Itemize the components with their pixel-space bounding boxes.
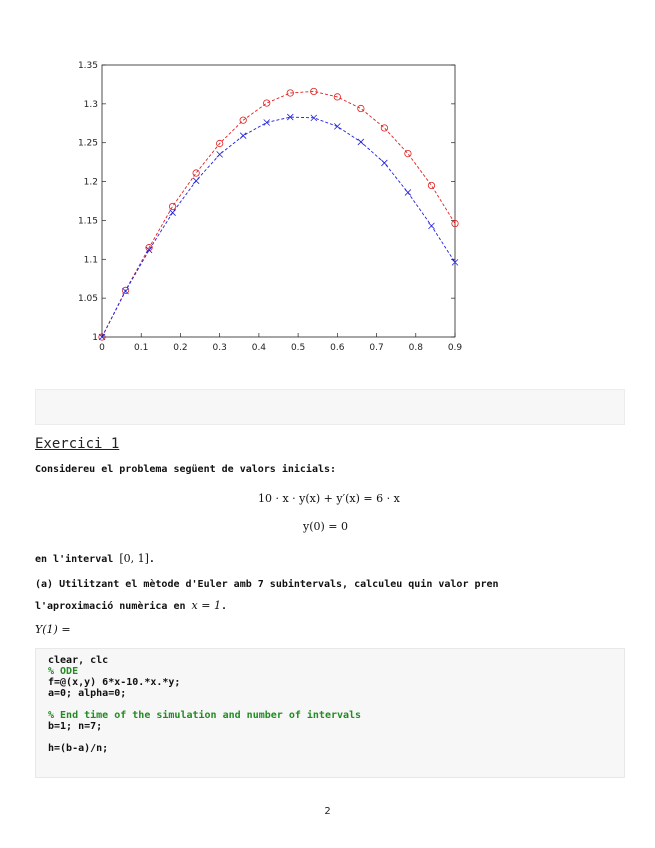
interval-line <box>35 552 155 565</box>
code-line: a=0; alpha=0; <box>48 688 127 699</box>
part-a-text: l'aproximació numèrica en <box>35 601 186 612</box>
x-tick-label: 0.1 <box>134 343 149 353</box>
y-tick-label: 1.2 <box>83 177 98 188</box>
x-tick-label: 0.3 <box>212 343 227 353</box>
output-cell <box>35 389 625 425</box>
interval-prefix: en l'interval <box>35 554 114 565</box>
part-a-end: . <box>220 601 227 612</box>
x-tick-label: 0 <box>99 343 105 353</box>
x-tick-label: 0.5 <box>290 343 306 353</box>
x-tick-label: 0.7 <box>369 343 384 353</box>
code-line: b=1; n=7; <box>48 721 103 732</box>
y-tick-label: 1.15 <box>77 216 98 227</box>
x-tick-label: 0.8 <box>408 343 423 353</box>
code-line <box>48 732 612 743</box>
code-line: % End time of the simulation and number of intervals <box>48 710 362 721</box>
y-tick-label: 1.05 <box>77 294 98 305</box>
interval-math: [0, 1] <box>119 552 149 565</box>
y-tick-label: 1.25 <box>77 138 98 149</box>
plot-axes-box <box>102 65 455 337</box>
y-tick-label: 1 <box>92 333 98 343</box>
code-line: % ODE <box>48 666 79 677</box>
code-line: clear, clc <box>48 655 109 666</box>
answer-label: Y(1) = <box>35 623 71 636</box>
part-a-line1: (a) Utilitzant el mètode d'Euler amb 7 subintervals, calculeu quin valor pren <box>35 579 499 590</box>
part-a-line2 <box>35 599 227 612</box>
line-chart <box>60 55 470 365</box>
equation-ode: 10 · x · y(x) + y′(x) = 6 · x <box>258 492 400 505</box>
page-number: 2 <box>324 806 331 817</box>
interval-suffix: . <box>148 554 155 565</box>
exercise-heading: Exercici 1 <box>35 436 120 452</box>
equation-initial-condition: y(0) = 0 <box>303 520 349 533</box>
x-tick-label: 0.2 <box>173 343 188 353</box>
x-tick-label: 0.6 <box>330 343 345 353</box>
y-tick-label: 1.1 <box>83 255 98 266</box>
code-block <box>35 648 625 778</box>
code-line: h=(b-a)/n; <box>48 743 109 754</box>
y-tick-label: 1.3 <box>83 99 98 110</box>
code-line <box>48 699 612 710</box>
code-line: f=@(x,y) 6*x-10.*x.*y; <box>48 677 181 688</box>
exercise-intro: Considereu el problema següent de valors inicials: <box>35 464 337 475</box>
x-tick-label: 0.9 <box>447 343 463 353</box>
part-a-math: x = 1 <box>191 599 221 612</box>
y-tick-label: 1.35 <box>77 61 98 71</box>
x-tick-label: 0.4 <box>251 343 267 353</box>
chart-svg <box>60 55 470 365</box>
